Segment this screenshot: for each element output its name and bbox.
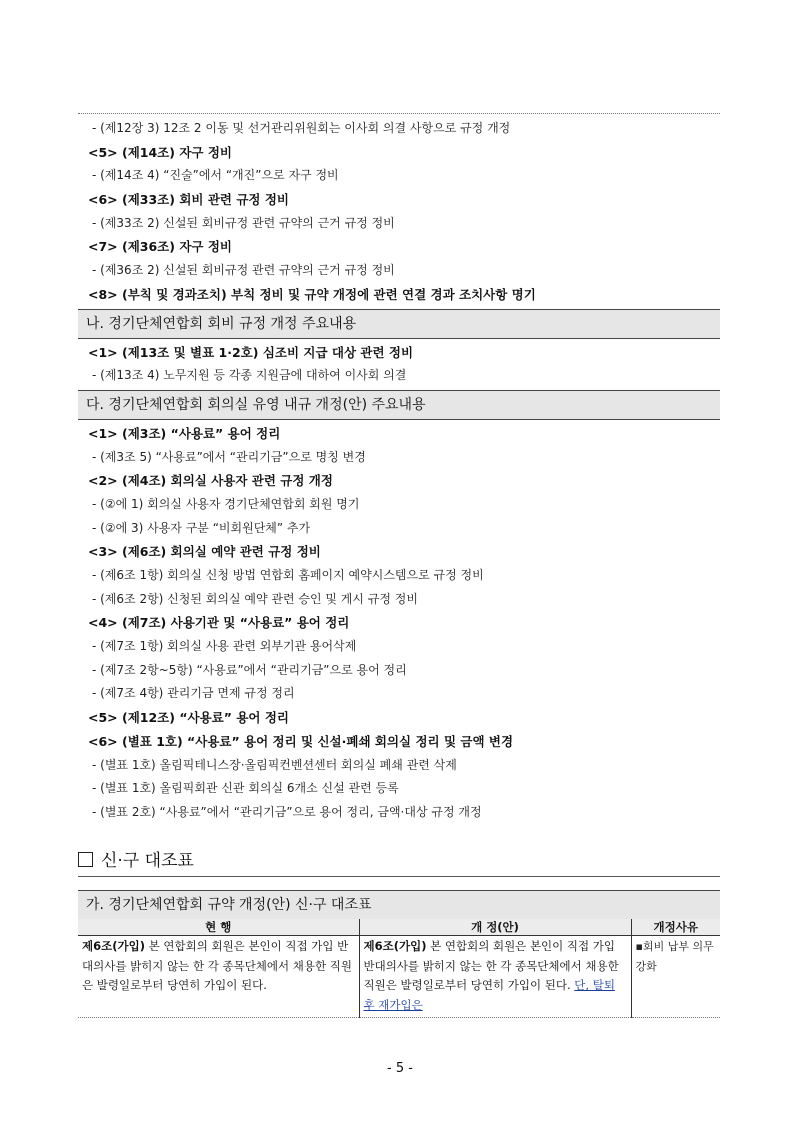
amendment-detail: - (제7조 2항~5항) “사용료”에서 “관리기금”으로 용어 정리 (92, 662, 407, 677)
reason-cell (631, 936, 720, 1018)
current-article: 제6조(가입) (82, 939, 145, 953)
amendment-detail: - (별표 2호) “사용료”에서 “관리기금”으로 용어 정리, 금액·대상 규정 개정 (92, 804, 482, 819)
amendment-heading: <1> (제13조 및 별표 1·2호) 심조비 지급 대상 관련 정비 (88, 344, 414, 360)
revised-text: 본 연합회의 회원은 본인이 직접 가입 반대의사를 밝히지 않는 한 각 종목단체에서 채용한 직원은 발령일로부터 당연히 가입이 된다. (363, 939, 619, 992)
amendment-detail: - (제12장 3) 12조 2 이동 및 선거관리위원회는 이사회 의결 사항으로 규정 개정 (92, 121, 511, 135)
amendment-detail: - (제33조 2) 신설된 회비규정 관련 규약의 근거 규정 정비 (92, 215, 395, 230)
amendment-detail: - (제36조 2) 신설된 회비규정 관련 규약의 근거 규정 정비 (92, 263, 395, 278)
page-number: - 5 - (387, 1061, 413, 1076)
subsection-band: 다. 경기단체연합회 회의실 유영 내규 개정(안) 주요내용 (78, 390, 720, 420)
current-cell (78, 936, 359, 1018)
amendment-heading: <1> (제3조) “사용료” 용어 정리 (88, 425, 281, 441)
amendment-detail: - (제7조 1항) 회의실 사용 관련 외부기관 용어삭제 (92, 639, 357, 654)
amendment-heading: <4> (제7조) 사용기관 및 “사용료” 용어 정리 (88, 615, 350, 631)
amendment-heading: <5> (제14조) 자구 정비 (88, 144, 232, 160)
reason-text: ▪회비 납부 의무 강화 (635, 940, 714, 973)
amendment-detail: - (제3조 5) “사용료”에서 “관리기금”으로 명칭 변경 (92, 449, 366, 464)
amendment-heading: <8> (부칙 및 경과조치) 부칙 정비 및 규약 개정에 관련 연결 경과 조치사항 명기 (88, 286, 536, 302)
table-header-row (78, 919, 720, 936)
amendment-detail: - (제6조 1항) 회의실 신청 방법 연합회 홈페이지 예약시스템으로 규정 정비 (92, 568, 484, 582)
header-revised: 개 정(안) (359, 919, 631, 936)
revised-cell (359, 936, 631, 1018)
table-row (78, 936, 720, 1018)
section-divider (78, 876, 720, 877)
amendment-summary (78, 117, 720, 825)
amendment-detail: - (②에 3) 사용자 구분 “비회원단체” 추가 (92, 520, 311, 535)
amendment-detail: - (제7조 4항) 관리기금 면제 규정 정리 (92, 686, 295, 701)
revised-added-text: 단, 탈퇴 후 재가입은 (363, 978, 615, 1012)
amendment-heading: <7> (제36조) 자구 정비 (88, 239, 232, 255)
amendment-heading: <3> (제6조) 회의실 예약 관련 규정 정비 (88, 544, 321, 560)
amendment-detail: - (제14조 4) “진술”에서 “개진”으로 자구 정비 (92, 168, 339, 183)
header-current: 현 행 (78, 919, 359, 936)
compare-band: 가. 경기단체연합회 규약 개정(안) 신·구 대조표 (78, 890, 720, 920)
top-divider (78, 113, 720, 114)
revised-article: 제6조(가입) (363, 939, 427, 953)
amendment-heading: <6> (별표 1호) “사용료” 용어 정리 및 신설·폐쇄 회의실 정리 및 금액 변경 (88, 733, 514, 749)
amendment-detail: - (별표 1호) 올림픽회관 신관 회의실 6개소 신설 관련 등록 (92, 781, 399, 796)
section-title-text: 신·구 대조표 (101, 851, 194, 871)
amendment-heading: <5> (제12조) “사용료” 용어 정리 (88, 710, 289, 726)
square-bullet-icon (78, 852, 93, 867)
current-text: 본 연합회의 회원은 본인이 직접 가입 반대의사를 밝히지 않는 한 각 종목단체에서 채용한 직원은 발령일로부터 당연히 가입이 된다. (82, 939, 352, 992)
amendment-heading: <6> (제33조) 회비 관련 규정 정비 (88, 192, 289, 208)
section-title (78, 846, 194, 871)
amendment-detail: - (제6조 2항) 신청된 회의실 예약 관련 승인 및 게시 규정 정비 (92, 591, 418, 606)
header-reason: 개정사유 (631, 919, 720, 936)
subsection-band: 나. 경기단체연합회 회비 규정 개정 주요내용 (78, 309, 720, 339)
comparison-table (78, 919, 720, 1018)
amendment-heading: <2> (제4조) 회의실 사용자 관련 규정 개정 (88, 473, 333, 489)
amendment-detail: - (②에 1) 회의실 사용자 경기단체연합회 회원 명기 (92, 496, 360, 511)
amendment-detail: - (제13조 4) 노무지원 등 각종 지원금에 대하여 이사회 의결 (92, 368, 407, 383)
amendment-detail: - (별표 1호) 올림픽테니스장·올림픽컨벤션센터 회의실 폐쇄 관련 삭제 (92, 757, 457, 772)
